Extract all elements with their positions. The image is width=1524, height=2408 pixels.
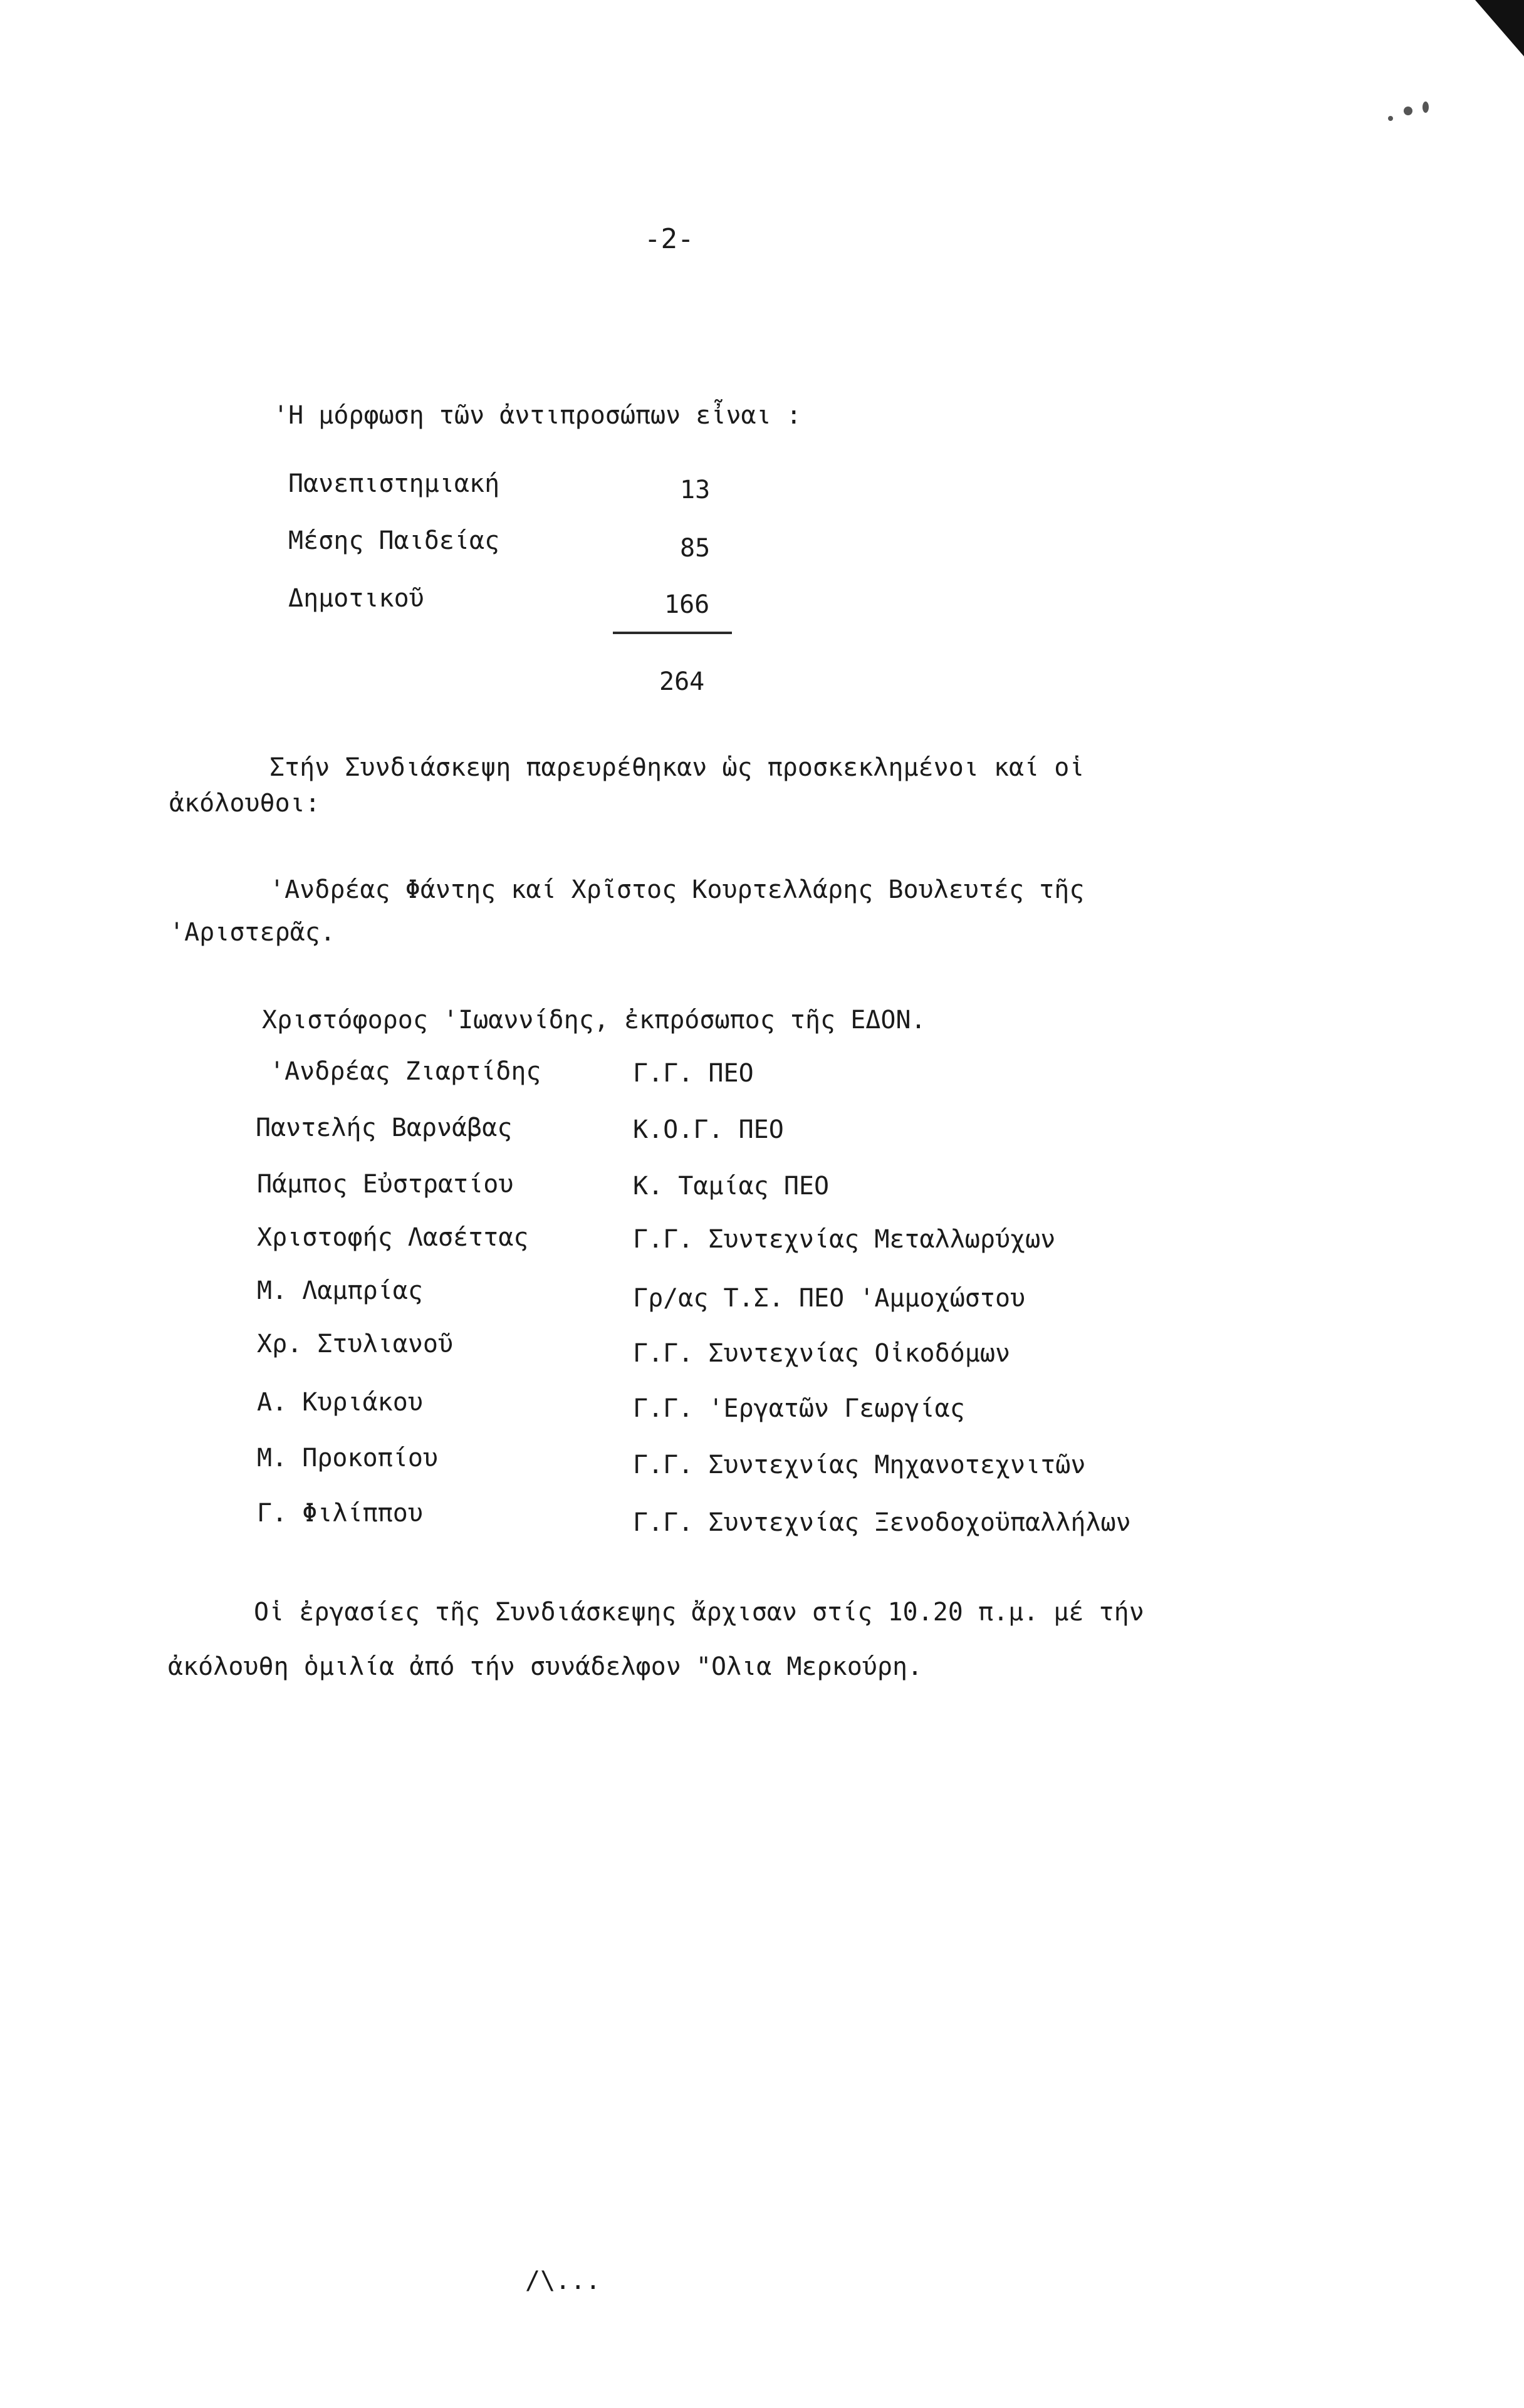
education-value-primary: 166 xyxy=(664,590,710,619)
official-role: Γ.Γ. Συντεχνίας Οἰκοδόμων xyxy=(633,1339,1011,1368)
education-label-secondary: Μέσης Παιδείας xyxy=(288,526,500,555)
official-name: Γ. Φιλίππου xyxy=(257,1499,423,1528)
official-name: Πάμπος Εὐστρατίου xyxy=(257,1170,514,1199)
official-name: 'Ανδρέας Ζιαρτίδης xyxy=(269,1057,541,1086)
official-role: Γ.Γ. Συντεχνίας Μηχανοτεχνιτῶν xyxy=(633,1451,1086,1479)
deputies-line1: 'Ανδρέας Φάντης καί Χρῖστος Κουρτελλάρης Βουλευτές τῆς xyxy=(269,875,1085,904)
deputies-line2: 'Αριστερᾶς. xyxy=(169,918,335,947)
education-value-university: 13 xyxy=(680,476,711,504)
guests-intro-line2: ἀκόλουθοι: xyxy=(169,789,320,818)
continuation-mark: /\... xyxy=(525,2266,601,2295)
education-label-primary: Δημοτικοῦ xyxy=(288,584,424,613)
scan-speck xyxy=(1422,102,1429,113)
official-name: Χρ. Στυλιανοῦ xyxy=(257,1330,454,1358)
official-role: Γ.Γ. Συντεχνίας Μεταλλωρύχων xyxy=(633,1225,1056,1254)
official-name: Μ. Λαμπρίας xyxy=(257,1276,423,1305)
edon-representative: Χριστόφορος 'Ιωαννίδης, ἐκπρόσωπος τῆς ΕΔΟΝ. xyxy=(262,1006,926,1035)
official-name: Μ. Προκοπίου xyxy=(257,1444,438,1472)
scan-corner-artifact xyxy=(1464,0,1524,56)
closing-line1: Οἱ ἐργασίες τῆς Συνδιάσκεψης ἄρχισαν στίς 10.20 π.μ. μέ τήν xyxy=(254,1598,1144,1627)
official-name: Α. Κυριάκου xyxy=(257,1388,423,1417)
official-role: Κ.Ο.Γ. ΠΕΟ xyxy=(633,1115,784,1144)
official-role: Γ.Γ. Συντεχνίας Ξενοδοχοϋπαλλήλων xyxy=(633,1508,1131,1537)
sum-rule xyxy=(613,632,732,634)
closing-line2: ἀκόλουθη ὁμιλία ἀπό τήν συνάδελφον "Ολια Μερκούρη. xyxy=(168,1652,923,1681)
official-role: Γ.Γ. 'Εργατῶν Γεωργίας xyxy=(633,1394,965,1423)
education-intro: 'Η μόρφωση τῶν ἀντιπροσώπων εἶναι : xyxy=(273,401,801,430)
education-value-secondary: 85 xyxy=(680,534,711,563)
official-name: Χριστοφής Λασέττας xyxy=(257,1223,529,1252)
official-role: Κ. Ταμίας ΠΕΟ xyxy=(633,1172,830,1201)
education-total: 264 xyxy=(659,667,705,696)
guests-intro-line1: Στήν Συνδιάσκεψη παρευρέθηκαν ὡς προσκεκλημένοι καί οἱ xyxy=(269,753,1085,782)
page-number: -2- xyxy=(644,223,694,255)
education-label-university: Πανεπιστημιακή xyxy=(288,469,500,498)
official-name: Παντελής Βαρνάβας xyxy=(256,1113,513,1142)
scan-speck xyxy=(1404,107,1412,115)
scan-speck xyxy=(1388,116,1393,121)
official-role: Γρ/ας Τ.Σ. ΠΕΟ 'Αμμοχώστου xyxy=(633,1284,1026,1313)
official-role: Γ.Γ. ΠΕΟ xyxy=(633,1059,754,1088)
